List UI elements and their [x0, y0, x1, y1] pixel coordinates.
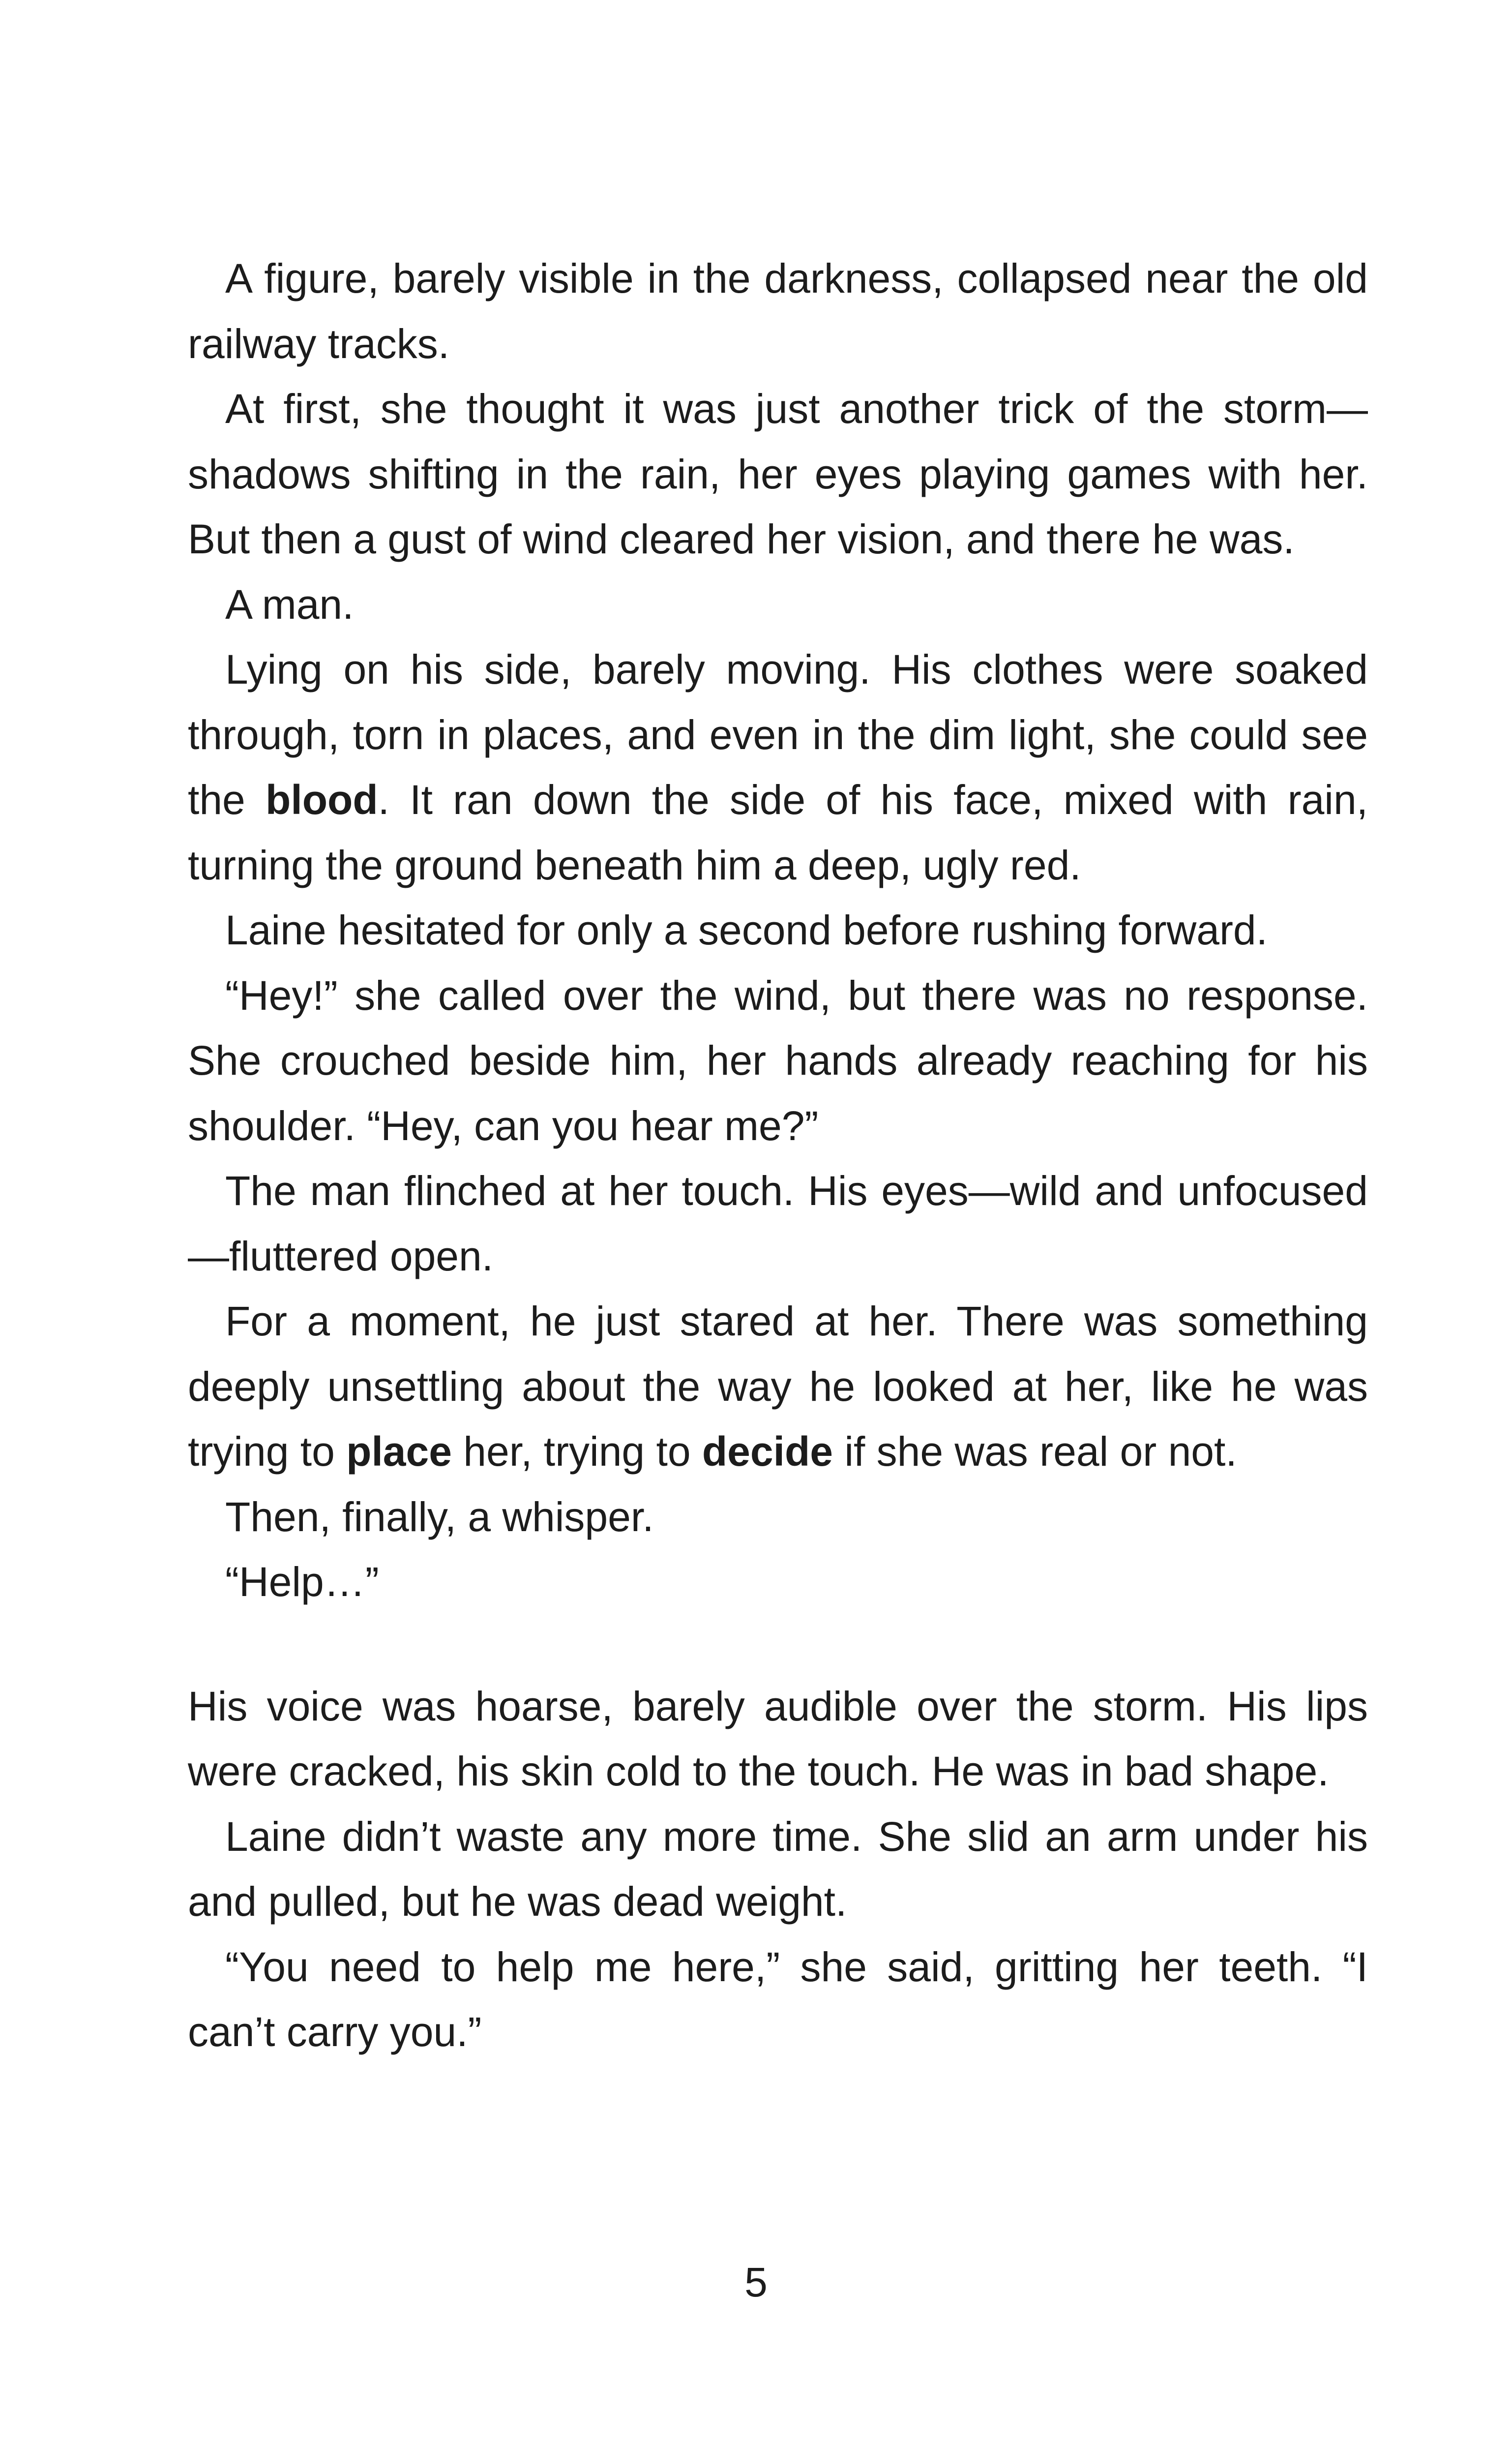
text-run: her, trying to: [451, 1428, 702, 1475]
paragraph: Laine didn’t waste any more time. She slid an arm under his and pulled, but he was dead weight.: [188, 1813, 1368, 1925]
page-number: 5: [744, 2259, 768, 2305]
text-run: Lying on his side, barely moving. His clothes were soaked through, torn in places, and even in the dim light, she could see the: [188, 646, 1368, 823]
paragraph: A man.: [225, 581, 354, 628]
emphasis-decide: decide: [702, 1428, 833, 1475]
paragraph: “Hey!” she called over the wind, but there was no response. She crouched beside him, her hands already reaching for his shoulder. “Hey, can you hear me?”: [188, 972, 1368, 1149]
text-run: if she was real or not.: [832, 1428, 1237, 1475]
paragraph: “You need to help me here,” she said, gritting her teeth. “I can’t carry you.”: [188, 1943, 1368, 2055]
page-body-text: [188, 246, 1368, 2065]
paragraph: His voice was hoarse, barely audible over the storm. His lips were cracked, his skin cold to the touch. He was in bad shape.: [188, 1683, 1368, 1794]
paragraph: “Help…”: [225, 1559, 379, 1605]
paragraph: Laine hesitated for only a second before rushing forward.: [225, 907, 1268, 953]
paragraph: Then, finally, a whisper.: [225, 1493, 654, 1540]
paragraph: The man flinched at her touch. His eyes—wild and unfocused—fluttered open.: [188, 1168, 1368, 1279]
paragraph: [188, 637, 1368, 898]
text-run: . It ran down the side of his face, mixed with rain, turning the ground beneath him a deep, ugly red.: [188, 777, 1368, 888]
paragraph: A figure, barely visible in the darkness, collapsed near the old railway tracks.: [188, 255, 1368, 367]
emphasis-place: place: [346, 1428, 452, 1475]
text-run: For a moment, he just stared at her. There was something deeply unsettling about the way he looked at her, like he was trying to: [188, 1298, 1368, 1475]
paragraph: At first, she thought it was just another trick of the storm—shadows shifting in the rain, her eyes playing games with her. But then a gust of wind cleared her vision, and there he was.: [188, 386, 1368, 562]
emphasis-blood: blood: [266, 777, 378, 823]
paragraph: [188, 1289, 1368, 1484]
